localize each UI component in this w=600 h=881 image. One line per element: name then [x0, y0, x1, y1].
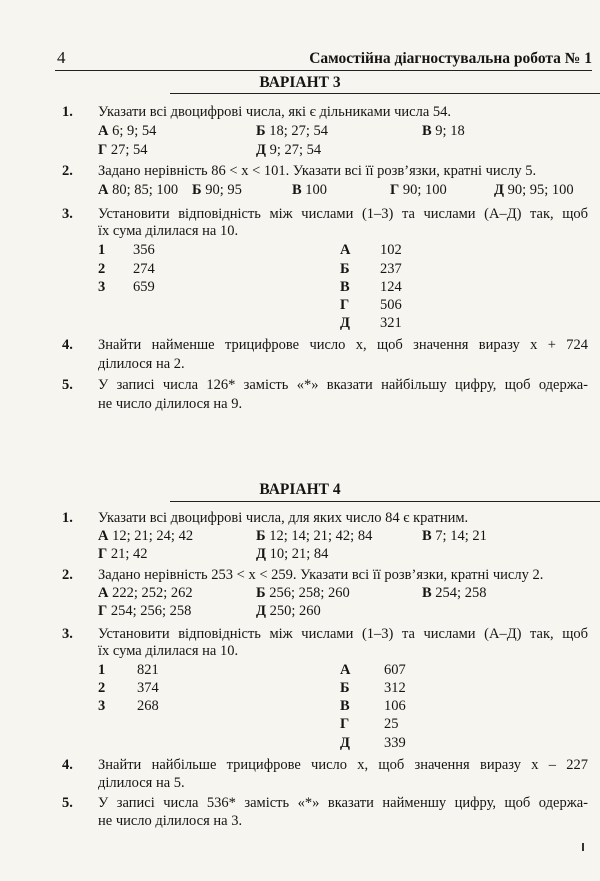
v4-task3-left-key-2: 2: [98, 680, 106, 696]
v3-task3-right-value-a: 102: [380, 242, 402, 258]
v4-task1-number: 1.: [62, 510, 73, 526]
v3-task2-option-g: Г 90; 100: [390, 182, 447, 198]
v3-task4-number: 4.: [62, 337, 73, 353]
page-number: 4: [57, 48, 66, 67]
v3-task1-option-a: А 6; 9; 54: [98, 123, 157, 139]
v4-task2-option-g: Г 254; 256; 258: [98, 603, 192, 619]
v3-task1-option-v: В 9; 18: [422, 123, 465, 139]
v4-task3-right-key-a: А: [340, 662, 351, 678]
v4-task5-text-line2: не число ділилося на 3.: [98, 813, 243, 829]
v3-task3-right-key-b: Б: [340, 261, 350, 277]
page-edge-mark: [582, 843, 584, 851]
variant-3-title: ВАРІАНТ 3: [259, 74, 341, 91]
v3-task3-right-key-v: В: [340, 279, 350, 295]
v3-task1-number: 1.: [62, 104, 73, 120]
variant-4-rule: [170, 501, 600, 502]
v4-task3-right-value-a: 607: [384, 662, 406, 678]
v3-task3-left-value-1: 356: [133, 242, 155, 258]
v3-task2-number: 2.: [62, 163, 73, 179]
v3-task2-option-d: Д 90; 95; 100: [494, 182, 574, 198]
v4-task1-option-d: Д 10; 21; 84: [256, 546, 329, 562]
v3-task1-option-d: Д 9; 27; 54: [256, 142, 322, 158]
v4-task3-right-key-g: Г: [340, 716, 350, 732]
v4-task3-right-value-d: 339: [384, 735, 406, 751]
v4-task3-number: 3.: [62, 626, 73, 642]
v4-task3-right-value-v: 106: [384, 698, 406, 714]
v4-task3-left-key-1: 1: [98, 662, 106, 678]
v4-task4-number: 4.: [62, 757, 73, 773]
v4-task1-option-a: А 12; 21; 24; 42: [98, 528, 194, 544]
v4-task2-text: Задано нерівність 253 < x < 259. Указати всі її розв’язки, кратні числу 2.: [98, 567, 544, 583]
v4-task3-right-key-v: В: [340, 698, 350, 714]
page-header-title: Самостійна діагностувальна робота № 1: [309, 50, 592, 67]
v4-task1-option-v: В 7; 14; 21: [422, 528, 487, 544]
v3-task3-left-value-3: 659: [133, 279, 155, 295]
v3-task3-right-value-b: 237: [380, 261, 402, 277]
v4-task3-right-value-b: 312: [384, 680, 406, 696]
v4-task3-text-line2: їх сума ділилася на 10.: [98, 643, 239, 659]
v4-task5-text-line1: У записі числа 536* замість «*» вказати найменшу цифру, щоб одержа-: [98, 795, 588, 811]
v4-task3-right-key-d: Д: [340, 735, 350, 751]
v3-task2-text: Задано нерівність 86 < x < 101. Указати всі її розв’язки, кратні числу 5.: [98, 163, 537, 179]
v4-task3-left-value-3: 268: [137, 698, 159, 714]
v3-task1-option-g: Г 27; 54: [98, 142, 148, 158]
variant-3-rule: [170, 93, 600, 94]
variant-4-title: ВАРІАНТ 4: [259, 481, 341, 498]
v4-task2-option-b: Б 256; 258; 260: [256, 585, 350, 601]
v3-task3-number: 3.: [62, 206, 73, 222]
v4-task3-right-value-g: 25: [384, 716, 399, 732]
v3-task2-option-v: В 100: [292, 182, 328, 198]
v3-task3-right-key-g: Г: [340, 297, 350, 313]
v3-task3-right-key-a: А: [340, 242, 351, 258]
v3-task1-option-b: Б 18; 27; 54: [256, 123, 329, 139]
v3-task3-right-value-d: 321: [380, 315, 402, 331]
v3-task2-option-b: Б 90; 95: [192, 182, 242, 198]
v4-task5-number: 5.: [62, 795, 73, 811]
v3-task1-text: Указати всі двоцифрові числа, які є дільниками числа 54.: [98, 104, 452, 120]
v3-task5-number: 5.: [62, 377, 73, 393]
v4-task1-option-g: Г 21; 42: [98, 546, 148, 562]
v4-task3-right-key-b: Б: [340, 680, 350, 696]
v3-task5-text-line2: не число ділилося на 9.: [98, 396, 243, 412]
v3-task3-left-key-1: 1: [98, 242, 106, 258]
v4-task2-option-v: В 254; 258: [422, 585, 487, 601]
v3-task3-right-value-g: 506: [380, 297, 402, 313]
page-header: [55, 48, 592, 71]
v4-task4-text-line1: Знайти найбільше трицифрове число x, щоб значення виразу x – 227: [98, 757, 588, 773]
v3-task3-left-value-2: 274: [133, 261, 155, 277]
v4-task2-option-a: А 222; 252; 262: [98, 585, 193, 601]
v4-task3-left-value-1: 821: [137, 662, 159, 678]
v4-task1-text: Указати всі двоцифрові числа, для яких число 84 є кратним.: [98, 510, 469, 526]
v4-task3-left-key-3: 3: [98, 698, 106, 714]
v4-task2-number: 2.: [62, 567, 73, 583]
v3-task4-text-line2: ділилося на 2.: [98, 356, 185, 372]
v3-task3-text-line2: їх сума ділилася на 10.: [98, 223, 239, 239]
v3-task3-left-key-3: 3: [98, 279, 106, 295]
v4-task4-text-line2: ділилося на 5.: [98, 775, 185, 791]
v4-task3-left-value-2: 374: [137, 680, 159, 696]
v4-task2-option-d: Д 250; 260: [256, 603, 321, 619]
v3-task3-right-key-d: Д: [340, 315, 350, 331]
v3-task3-text-line1: Установити відповідність між числами (1–3) та числами (А–Д) так, щоб: [98, 206, 588, 222]
v3-task4-text-line1: Знайти найменше трицифрове число x, щоб значення виразу x + 724: [98, 337, 588, 353]
v3-task3-left-key-2: 2: [98, 261, 106, 277]
v4-task1-option-b: Б 12; 14; 21; 42; 84: [256, 528, 373, 544]
v3-task5-text-line1: У записі числа 126* замість «*» вказати найбільшу цифру, щоб одержа-: [98, 377, 588, 393]
v4-task3-text-line1: Установити відповідність між числами (1–3) та числами (А–Д) так, щоб: [98, 626, 588, 642]
v3-task2-option-a: А 80; 85; 100: [98, 182, 179, 198]
v3-task3-right-value-v: 124: [380, 279, 402, 295]
